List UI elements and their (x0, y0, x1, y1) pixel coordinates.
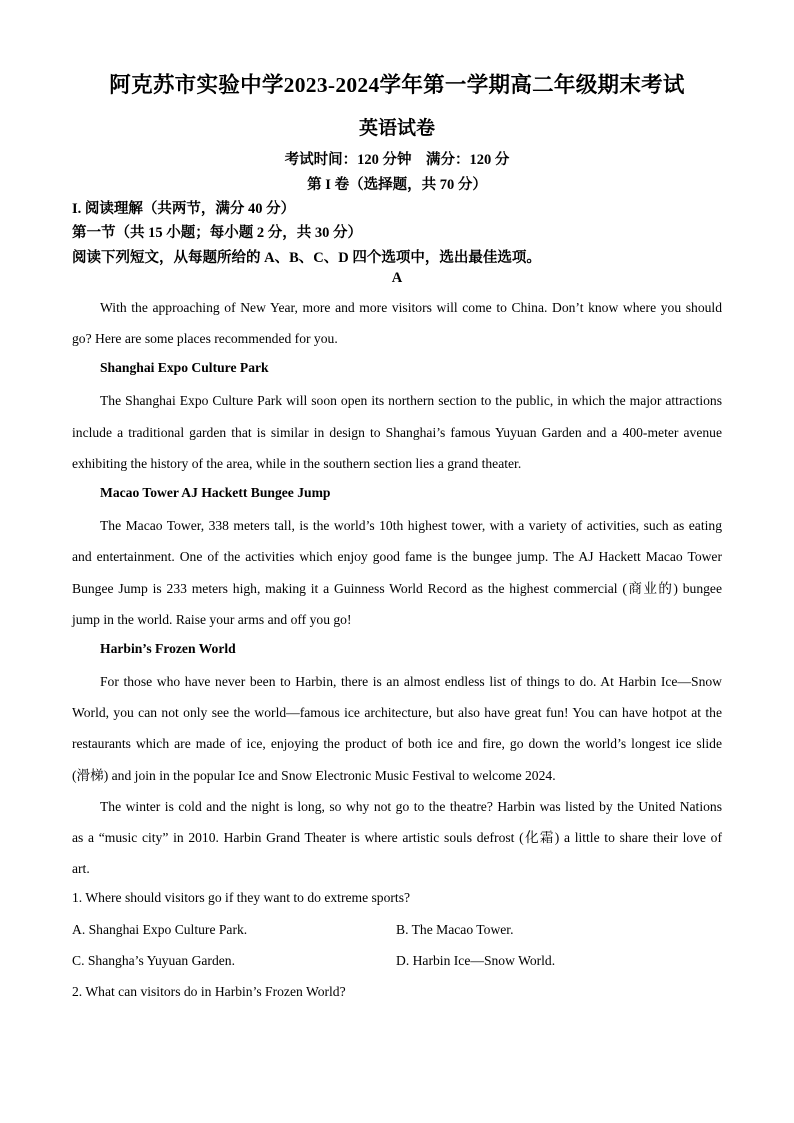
paragraph-line: exhibiting the history of the area, while in the southern section lies a grand theater. (72, 456, 522, 471)
instruction-text: 阅读下列短文，从每题所给的 A、B、C、D 四个选项中，选出最佳选项。 (72, 250, 541, 266)
intro-line: With the approaching of New Year, more and more visitors will come to China. Don’t know where you should (100, 300, 722, 315)
paragraph-line: jump in the world. Raise your arms and off you go! (72, 612, 352, 627)
paragraph-line: (滑梯) and join in the popular Ice and Snow Electronic Music Festival to welcome 2024. (72, 768, 556, 783)
section-heading-shanghai: Shanghai Expo Culture Park (100, 360, 269, 375)
section-heading-macao: Macao Tower AJ Hackett Bungee Jump (100, 485, 331, 500)
paragraph-line: Bungee Jump is 233 meters high, making it a Guinness World Record as the highest commercial (商业的) bungee (72, 581, 722, 596)
option-b: B. The Macao Tower. (396, 922, 514, 937)
volume-heading: 第 I 卷（选择题，共 70 分） (307, 177, 487, 193)
subpart-heading: 第一节（共 15 小题；每小题 2 分，共 30 分） (72, 225, 362, 241)
passage-label: A (391, 270, 403, 286)
paragraph-line: restaurants which are made of ice, enjoying the product of both ice and fire, go down the world’s longest ice slide (72, 736, 722, 751)
paragraph-line: and entertainment. One of the activities which enjoy good fame is the bungee jump. The AJ Hackett Macao Tower (72, 549, 722, 564)
intro-line: go? Here are some places recommended for you. (72, 331, 338, 346)
question-stem: 2. What can visitors do in Harbin’s Frozen World? (72, 984, 346, 999)
option-c: C. Shangha’s Yuyuan Garden. (72, 953, 235, 968)
question-stem: 1. Where should visitors go if they want to do extreme sports? (72, 890, 411, 905)
exam-info: 考试时间：120 分钟 满分：120 分 (284, 152, 510, 168)
paragraph-line: For those who have never been to Harbin, there is an almost endless list of things to do. At Harbin Ice—Snow (100, 674, 722, 689)
paragraph-line: art. (72, 861, 90, 876)
section-heading-harbin: Harbin’s Frozen World (100, 641, 236, 656)
paragraph-line: include a traditional garden that is similar in design to Shanghai’s famous Yuyuan Garden and a 400-meter avenue (72, 425, 722, 440)
exam-subtitle: 英语试卷 (358, 118, 435, 139)
option-a: A. Shanghai Expo Culture Park. (72, 922, 248, 937)
paragraph-line: as a “music city” in 2010. Harbin Grand Theater is where artistic souls defrost (化霜) a little to share their love of (72, 830, 722, 845)
paragraph-line: The winter is cold and the night is long, so why not go to the theatre? Harbin was listed by the United Nations (100, 799, 722, 814)
part-heading: I. 阅读理解（共两节，满分 40 分） (72, 201, 296, 217)
paragraph-line: The Macao Tower, 338 meters tall, is the world’s 10th highest tower, with a variety of activities, such as eating (100, 518, 722, 533)
exam-title: 阿克苏市实验中学2023-2024学年第一学期高二年级期末考试 (109, 73, 685, 97)
paragraph-line: The Shanghai Expo Culture Park will soon open its northern section to the public, in which the major attractions (100, 393, 722, 408)
paragraph-line: World, you can not only see the world—famous ice architecture, but also have great fun! You can have hotpot at the (72, 705, 722, 720)
option-d: D. Harbin Ice—Snow World. (396, 953, 556, 968)
